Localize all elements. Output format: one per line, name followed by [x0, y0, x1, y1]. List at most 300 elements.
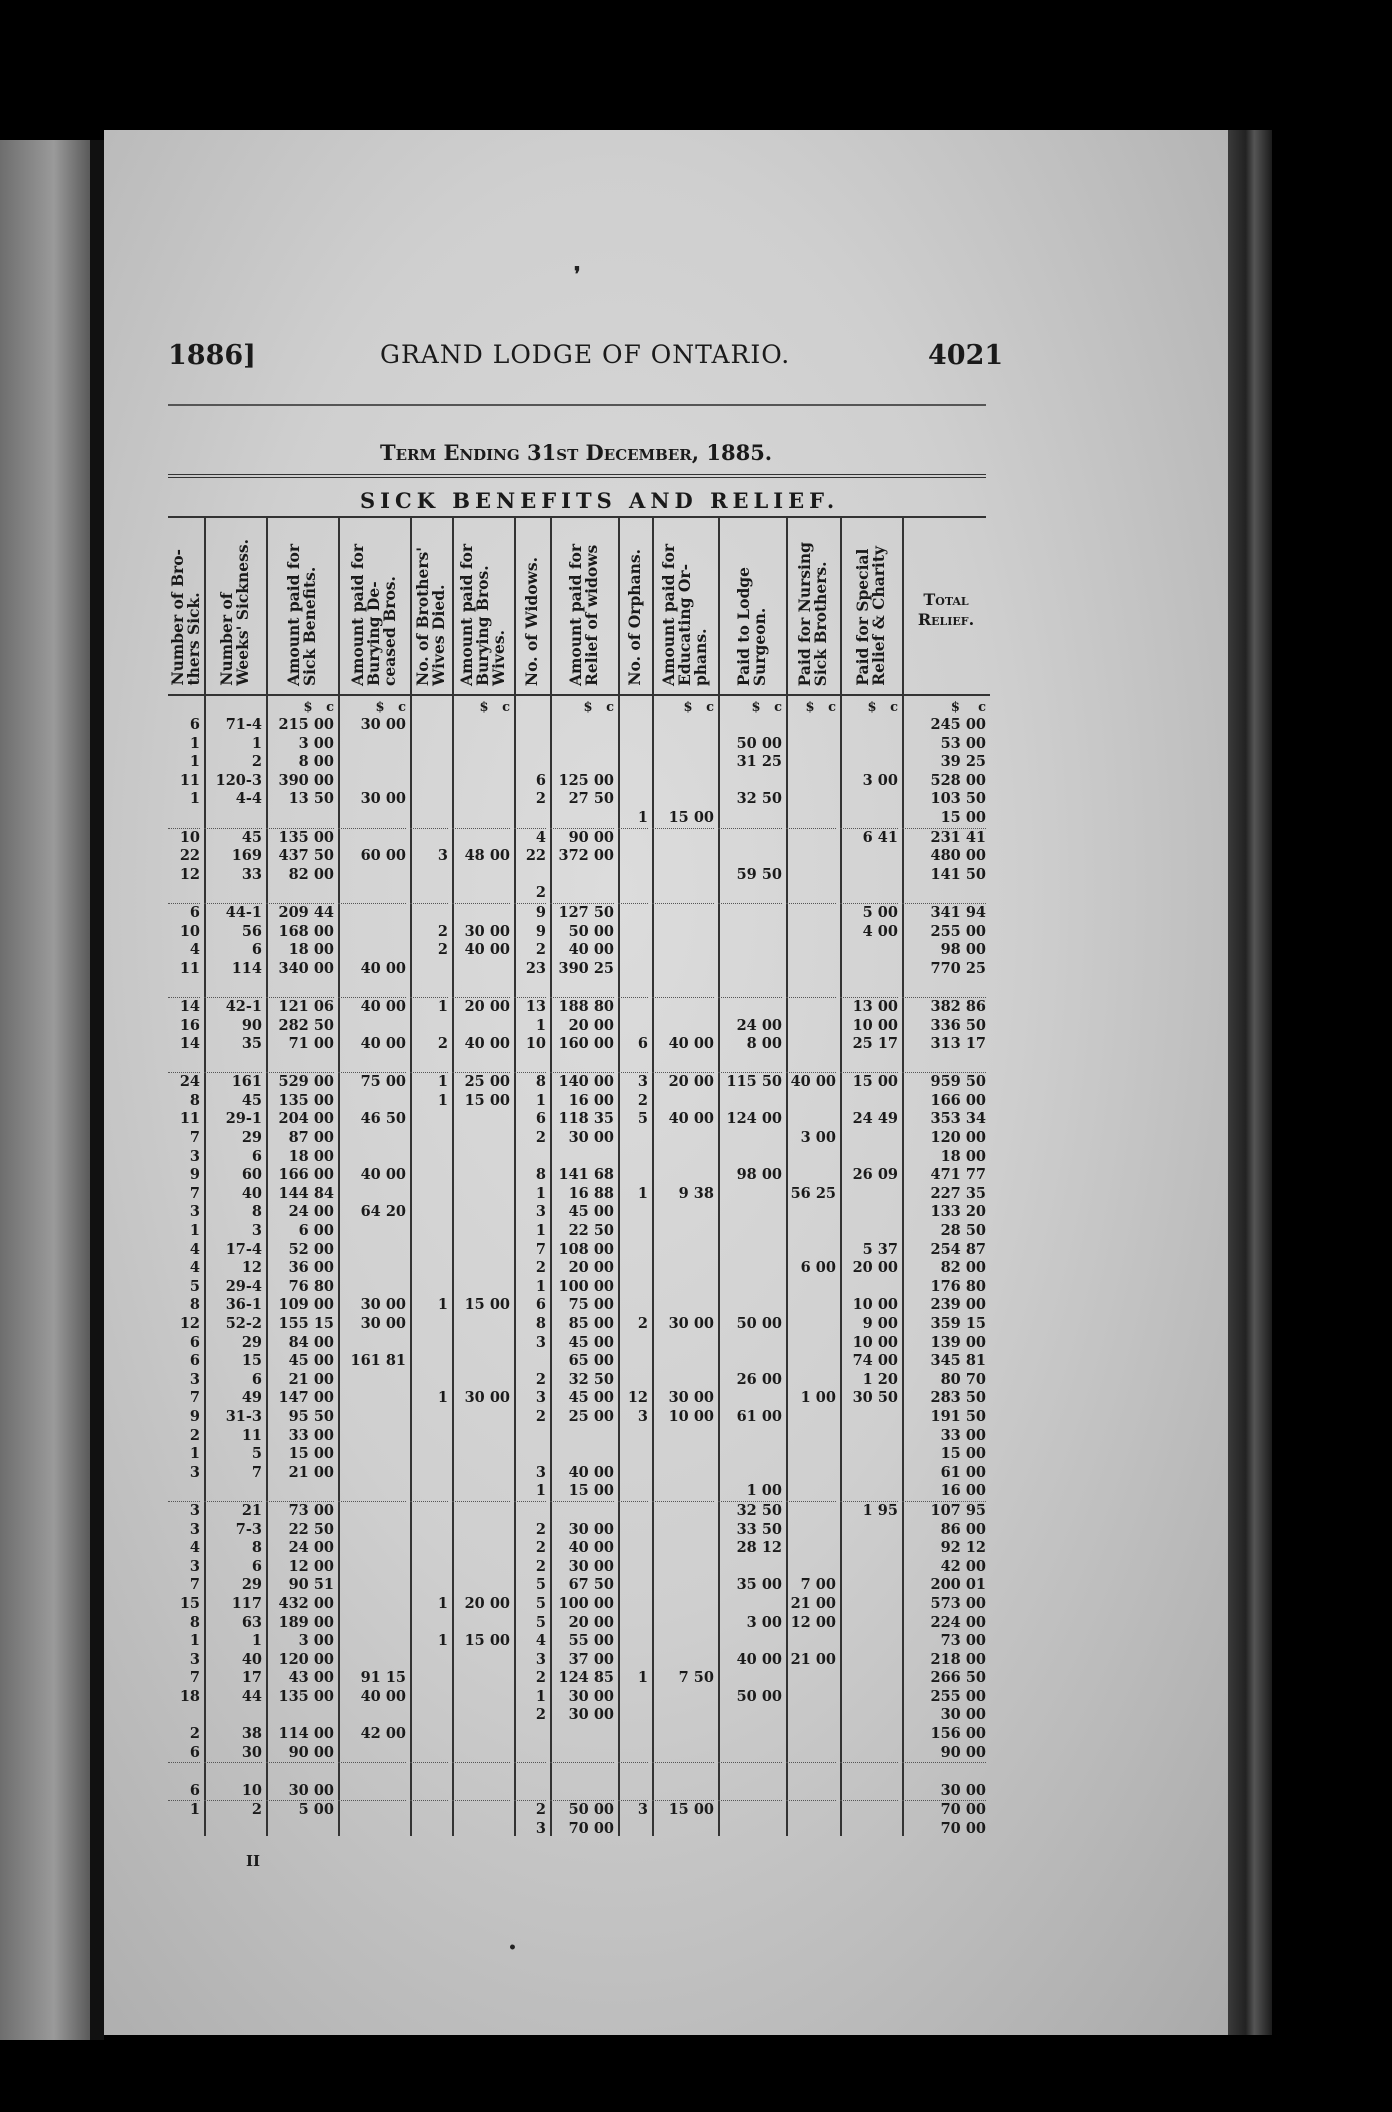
column-header	[618, 518, 652, 696]
table-cell: 3 00	[800, 1129, 836, 1147]
table-cell	[840, 1595, 898, 1614]
table-cell: 52-2	[225, 1315, 262, 1332]
table-cell: 121 06	[278, 997, 334, 1015]
table-cell	[652, 1576, 714, 1595]
table-cell: 5	[535, 1594, 546, 1612]
table-cell: 1	[637, 1184, 648, 1202]
table-cell	[786, 1521, 836, 1540]
table-cell	[786, 1296, 836, 1315]
table-cell	[840, 1464, 898, 1483]
column-header-label: Amount paid for Burying Bros. Wives.	[457, 543, 508, 686]
table-cell	[652, 1521, 714, 1540]
table-cell	[840, 1614, 898, 1633]
table-cell	[840, 1521, 898, 1540]
table-cell	[410, 1464, 448, 1483]
table-cell	[550, 978, 614, 998]
table-cell	[902, 978, 986, 998]
table-cell	[840, 1688, 898, 1707]
table-cell	[786, 1706, 836, 1725]
table-cell: 2	[535, 1407, 546, 1425]
table-cell: 140 00	[558, 1073, 614, 1091]
column-header	[452, 518, 514, 696]
table-cell: 45	[241, 1091, 262, 1109]
table-cell	[618, 1278, 648, 1297]
table-cell: 108 00	[558, 1240, 614, 1258]
book-spine	[90, 140, 104, 2040]
table-cell	[452, 1482, 510, 1502]
units-label: $ c	[950, 700, 986, 715]
table-cell	[618, 1241, 648, 1260]
column-cells	[514, 716, 546, 1839]
table-cell	[618, 941, 648, 960]
table-cell	[410, 1148, 448, 1167]
table-cell: 30 00	[568, 1557, 614, 1575]
table-cell: 18 00	[288, 1147, 334, 1165]
column-header	[718, 518, 786, 696]
table-cell	[652, 978, 714, 998]
table-cell	[618, 923, 648, 942]
column-cells	[550, 716, 614, 1839]
table-cell	[410, 829, 448, 848]
table-cell	[514, 1725, 546, 1744]
table-cell: 90 00	[902, 1744, 986, 1764]
table-cell	[786, 1632, 836, 1651]
table-cell: 50 00	[736, 1315, 782, 1332]
table-cell	[338, 1334, 406, 1353]
table-cell: 29	[241, 1576, 262, 1594]
table-cell	[618, 790, 648, 809]
table-cell	[550, 1502, 614, 1521]
table-cell: 30	[204, 1744, 262, 1764]
table-cell	[338, 1801, 406, 1820]
table-cell	[652, 1334, 714, 1353]
double-rule	[168, 474, 986, 478]
table-cell	[338, 829, 406, 848]
table-cell: 3	[535, 1463, 546, 1481]
table-cell	[338, 1576, 406, 1595]
table-cell	[338, 1502, 406, 1521]
table-cell: 80 70	[940, 1370, 986, 1388]
column-cells	[204, 716, 262, 1839]
table-cell	[514, 1148, 546, 1167]
table-cell	[718, 1185, 782, 1204]
table-cell: 4	[189, 941, 200, 959]
table-cell: 35 00	[736, 1576, 782, 1594]
table-cell: 8 00	[298, 753, 334, 771]
table-cell	[718, 1744, 782, 1764]
table-cell: 168 00	[278, 922, 334, 940]
table-cell	[452, 1278, 510, 1297]
table-cell: 15 00	[464, 1296, 510, 1314]
table-cell: 98 00	[940, 941, 986, 959]
column-header-label: Paid for Special Relief & Charity	[853, 546, 888, 686]
table-cell: 6	[251, 1370, 262, 1388]
table-cell: 5 00	[298, 1801, 334, 1819]
table-cell	[550, 1725, 614, 1744]
table-cell: 188 80	[558, 997, 614, 1015]
column-total-relief	[902, 518, 990, 1836]
table-cell	[786, 1763, 836, 1782]
table-cell	[410, 1166, 448, 1185]
table-cell: 3	[535, 1333, 546, 1351]
table-cell: 3	[189, 1557, 200, 1575]
table-cell: 6	[637, 1035, 648, 1053]
table-cell	[410, 1371, 448, 1390]
table-cell: 6	[189, 1352, 200, 1370]
table-cell: 13	[525, 997, 546, 1015]
table-cell: 2	[535, 1520, 546, 1538]
table-cell: 24	[179, 1073, 200, 1091]
table-cell	[840, 1148, 898, 1167]
table-cell	[840, 809, 898, 829]
table-cell	[168, 1763, 200, 1782]
table-cell	[410, 1110, 448, 1129]
table-cell: 5	[251, 1445, 262, 1463]
units-label: $ c	[375, 700, 406, 715]
table-cell: 6 00	[298, 1222, 334, 1240]
table-cell	[618, 1502, 648, 1521]
table-cell	[652, 941, 714, 960]
table-cell	[652, 1296, 714, 1315]
table-cell: 30 00	[266, 1782, 334, 1802]
table-cell	[652, 998, 714, 1017]
table-cell	[718, 1334, 782, 1353]
column-header-label: Amount paid for Relief of widows	[566, 543, 601, 686]
table-cell	[786, 1092, 836, 1111]
table-cell	[338, 1651, 406, 1670]
table-cell	[452, 1464, 510, 1483]
table-cell: 1	[437, 1296, 448, 1314]
table-cell	[452, 884, 510, 904]
table-cell: 227 35	[930, 1184, 986, 1202]
column-header	[266, 518, 338, 696]
table-cell: 36-1	[225, 1296, 262, 1314]
table-cell	[338, 941, 406, 960]
table-cell	[840, 1669, 898, 1688]
table-cell	[652, 923, 714, 942]
table-cell	[618, 1763, 648, 1782]
table-cell: 63	[241, 1613, 262, 1631]
table-cell: 50 00	[568, 1801, 614, 1819]
table-cell	[410, 960, 448, 979]
table-cell	[718, 978, 782, 998]
table-cell	[786, 923, 836, 942]
table-cell: 2	[535, 1557, 546, 1575]
table-cell	[718, 1445, 782, 1464]
table-cell: 30 00	[940, 1706, 986, 1724]
column-cells	[652, 716, 714, 1839]
table-cell: 3 00	[746, 1613, 782, 1631]
table-cell: 70 00	[940, 1801, 986, 1819]
table-cell	[550, 1782, 614, 1802]
table-cell: 21 00	[790, 1650, 836, 1668]
table-cell	[514, 716, 546, 735]
table-cell: 133 20	[930, 1203, 986, 1221]
table-cell	[514, 1054, 546, 1074]
table-cell	[786, 998, 836, 1017]
table-cell: 124 00	[726, 1110, 782, 1128]
table-cell	[652, 1427, 714, 1446]
table-cell: 8	[535, 1166, 546, 1184]
table-cell	[618, 1427, 648, 1446]
table-cell	[652, 1763, 714, 1782]
table-cell	[840, 1801, 898, 1820]
table-cell: 71-4	[225, 716, 262, 733]
table-cell: 9	[535, 903, 546, 921]
table-cell	[618, 1820, 648, 1839]
table-cell: 3	[535, 1650, 546, 1668]
table-cell	[410, 1576, 448, 1595]
table-cell	[452, 1801, 510, 1820]
column-header	[902, 518, 990, 696]
table-cell	[410, 1259, 448, 1278]
table-cell	[840, 735, 898, 754]
table-cell: 3	[637, 1801, 648, 1819]
table-cell: 74 00	[852, 1352, 898, 1370]
table-cell	[550, 1744, 614, 1764]
column-header	[338, 518, 410, 696]
table-cell: 2	[535, 1539, 546, 1557]
table-cell	[338, 1408, 406, 1427]
table-cell	[786, 753, 836, 772]
table-cell: 12	[241, 1259, 262, 1277]
table-cell	[618, 1259, 648, 1278]
table-cell	[786, 1371, 836, 1390]
table-cell: 40 00	[790, 1073, 836, 1091]
table-cell: 120 00	[278, 1650, 334, 1668]
table-cell	[550, 716, 614, 735]
table-cell: 5	[535, 1613, 546, 1631]
table-cell: 155 15	[278, 1315, 334, 1332]
table-cell	[786, 1222, 836, 1241]
table-cell	[410, 1706, 448, 1725]
table-cell: 30 00	[568, 1129, 614, 1147]
table-cell	[652, 772, 714, 791]
table-cell: 6	[251, 1557, 262, 1575]
table-cell: 313 17	[930, 1035, 986, 1053]
table-cell: 14	[179, 1035, 200, 1053]
table-cell	[168, 1706, 200, 1725]
table-cell: 61 00	[940, 1463, 986, 1481]
table-cell	[718, 941, 782, 960]
units-label: $ c	[683, 700, 714, 715]
table-cell	[786, 1017, 836, 1036]
table-cell	[266, 1054, 334, 1074]
table-cell	[452, 1222, 510, 1241]
table-cell: 36 00	[288, 1259, 334, 1277]
table-cell: 32 50	[736, 1501, 782, 1519]
table-cell: 73 00	[288, 1501, 334, 1519]
table-cell: 9	[189, 1166, 200, 1184]
table-cell: 90 51	[288, 1576, 334, 1594]
table-cell	[338, 1820, 406, 1839]
table-cell	[452, 1651, 510, 1670]
table-cell	[652, 1259, 714, 1278]
table-cell: 18 00	[940, 1147, 986, 1165]
table-cell: 10 00	[668, 1407, 714, 1425]
table-cell: 10 00	[852, 1296, 898, 1314]
table-cell	[840, 1278, 898, 1297]
table-cell	[618, 735, 648, 754]
running-head-year: 1886]	[168, 340, 256, 371]
table-cell	[618, 1445, 648, 1464]
table-cell	[452, 1352, 510, 1371]
table-cell: 6 00	[800, 1259, 836, 1277]
table-cell: 215 00	[278, 716, 334, 733]
table-cell	[514, 1445, 546, 1464]
table-cell	[452, 1110, 510, 1129]
column-educating-orphans	[652, 518, 720, 1836]
table-cell: 15 00	[464, 1091, 510, 1109]
column-header	[652, 518, 718, 696]
table-cell: 9	[189, 1407, 200, 1425]
table-cell	[786, 904, 836, 923]
column-header	[410, 518, 452, 696]
table-cell: 98 00	[736, 1166, 782, 1184]
table-cell: 191 50	[930, 1407, 986, 1425]
table-cell: 22	[525, 847, 546, 865]
table-cell	[550, 1427, 614, 1446]
table-cell	[840, 1763, 898, 1782]
table-cell	[452, 829, 510, 848]
table-cell: 30 00	[568, 1706, 614, 1724]
table-cell	[902, 1763, 986, 1782]
table-cell: 32 50	[736, 790, 782, 808]
table-cell: 33 50	[736, 1520, 782, 1538]
table-cell	[338, 923, 406, 942]
units-label: $ c	[583, 700, 614, 715]
table-cell: 8	[189, 1091, 200, 1109]
table-cell	[204, 809, 262, 829]
section-title: SICK BENEFITS AND RELIEF.	[360, 488, 840, 513]
table-cell: 1	[189, 790, 200, 808]
table-cell	[452, 1445, 510, 1464]
table-cell	[168, 1482, 200, 1502]
table-cell	[452, 1371, 510, 1390]
table-cell	[786, 1445, 836, 1464]
table-cell: 15 00	[852, 1073, 898, 1091]
table-cell: 33	[241, 865, 262, 883]
table-cell	[786, 1782, 836, 1802]
table-cell	[618, 1651, 648, 1670]
table-cell: 61 00	[736, 1407, 782, 1425]
table-cell: 20 00	[852, 1259, 898, 1277]
table-cell	[840, 1445, 898, 1464]
table-cell	[410, 1352, 448, 1371]
table-cell: 20 00	[568, 1016, 614, 1034]
table-cell	[652, 1614, 714, 1633]
table-cell: 1	[189, 1632, 200, 1650]
table-cell	[786, 716, 836, 735]
table-cell	[718, 884, 782, 904]
table-cell: 6	[189, 716, 200, 733]
table-cell: 6	[535, 1296, 546, 1314]
table-cell: 17	[241, 1669, 262, 1687]
table-cell	[652, 1502, 714, 1521]
table-cell: 5 37	[862, 1240, 898, 1258]
table-cell	[452, 1259, 510, 1278]
table-cell: 1	[535, 1016, 546, 1034]
table-cell: 73 00	[940, 1632, 986, 1650]
table-cell	[410, 1688, 448, 1707]
table-cell	[452, 1166, 510, 1185]
table-cell	[840, 1222, 898, 1241]
table-cell	[652, 1148, 714, 1167]
table-cell: 135 00	[278, 1687, 334, 1705]
table-cell: 15 00	[940, 1445, 986, 1463]
table-cell: 82 00	[288, 865, 334, 883]
signature-mark: II	[246, 1852, 261, 1870]
table-cell: 40 00	[464, 941, 510, 959]
table-cell: 160 00	[558, 1035, 614, 1053]
table-cell: 11	[179, 771, 200, 789]
table-cell: 12	[627, 1389, 648, 1407]
term-subtitle: Term Ending 31st December, 1885.	[380, 440, 773, 465]
table-cell: 239 00	[930, 1296, 986, 1314]
table-cell: 224 00	[930, 1613, 986, 1631]
table-cell: 3	[189, 1650, 200, 1668]
table-cell	[718, 1203, 782, 1222]
table-cell	[718, 772, 782, 791]
table-cell	[840, 960, 898, 979]
table-cell: 124 85	[558, 1669, 614, 1687]
table-cell	[840, 1539, 898, 1558]
table-cell: 359 15	[930, 1315, 986, 1332]
table-cell	[410, 1763, 448, 1782]
table-cell: 82 00	[940, 1259, 986, 1277]
table-cell: 135 00	[278, 1091, 334, 1109]
table-cell: 37 00	[568, 1650, 614, 1668]
table-cell: 30 00	[360, 716, 406, 733]
table-cell	[718, 1595, 782, 1614]
table-cell: 189 00	[278, 1613, 334, 1631]
table-cell: 169	[231, 847, 262, 865]
table-cell: 25 00	[464, 1073, 510, 1091]
table-cell: 20 00	[464, 997, 510, 1015]
table-cell: 20 00	[568, 1259, 614, 1277]
table-cell: 40 00	[360, 1687, 406, 1705]
table-cell	[840, 753, 898, 772]
adjacent-page	[0, 140, 90, 2040]
table-cell: 7	[189, 1669, 200, 1687]
table-cell: 3 00	[298, 734, 334, 752]
table-cell	[652, 753, 714, 772]
table-cell: 30 00	[902, 1782, 986, 1802]
table-cell	[718, 1054, 782, 1074]
table-cell	[618, 978, 648, 998]
table-cell	[618, 904, 648, 923]
table-cell	[718, 1706, 782, 1725]
table-cell: 15 00	[902, 809, 986, 829]
table-cell	[840, 1706, 898, 1725]
table-cell: 30 00	[668, 1389, 714, 1407]
table-cell: 1	[437, 1632, 448, 1650]
table-cell	[514, 1744, 546, 1764]
table-cell: 30 00	[360, 1296, 406, 1314]
table-cell	[618, 1482, 648, 1502]
table-cell: 16 00	[568, 1091, 614, 1109]
table-cell	[410, 1315, 448, 1334]
table-cell: 29	[241, 1129, 262, 1147]
table-cell	[410, 1558, 448, 1577]
table-cell: 341 94	[930, 903, 986, 921]
table-cell: 8	[251, 1539, 262, 1557]
table-cell: 100 00	[558, 1277, 614, 1295]
table-cell	[338, 1054, 406, 1074]
table-cell	[410, 1334, 448, 1353]
table-cell	[338, 1763, 406, 1782]
table-cell: 1	[437, 1091, 448, 1109]
